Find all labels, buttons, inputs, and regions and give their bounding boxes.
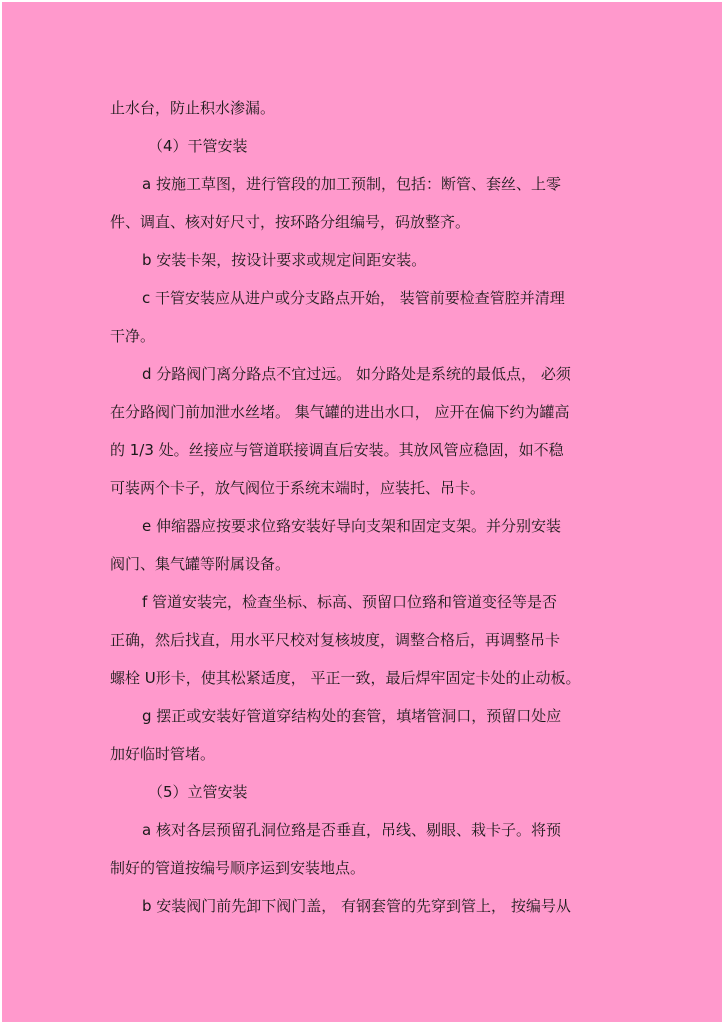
text-line: a 核对各层预留孔洞位臵是否垂直，吊线、剔眼、栽卡子。将预	[142, 821, 561, 839]
text-line: g 摆正或安装好管道穿结构处的套管，填堵管洞口，预留口处应	[142, 707, 562, 725]
text-line: d 分路阀门离分路点不宜过远。 如分路处是系统的最低点， 必须	[142, 365, 571, 383]
text-line: 干净。	[110, 327, 156, 345]
text-line: c 干管安装应从进户或分支路点开始， 装管前要检查管腔并清理	[142, 289, 565, 307]
text-line: 可装两个卡子，放气阀位于系统末端时，应装托、吊卡。	[110, 479, 486, 497]
text-line: a 按施工草图，进行管段的加工预制，包括：断管、套丝、上零	[142, 175, 561, 193]
text-line: 件、调直、核对好尺寸，按环路分组编号，码放整齐。	[110, 213, 471, 231]
text-line: 制好的管道按编号顺序运到安装地点。	[110, 859, 366, 877]
document-page	[2, 2, 722, 1022]
text-line: 阀门、集气罐等附属设备。	[110, 555, 291, 573]
text-line: f 管道安装完，检查坐标、标高、预留口位臵和管道变径等是否	[142, 593, 558, 611]
text-line: b 安装阀门前先卸下阀门盖， 有钢套管的先穿到管上， 按编号从	[142, 897, 571, 915]
text-line: 止水台，防止积水渗漏。	[110, 99, 276, 117]
text-line: 正确，然后找直，用水平尺校对复核坡度，调整合格后，再调整吊卡	[110, 631, 561, 649]
section-heading: （5）立管安装	[148, 783, 248, 801]
text-line: 加好临时管堵。	[110, 745, 216, 763]
text-line: 在分路阀门前加泄水丝堵。 集气罐的进出水口， 应开在偏下约为罐高	[110, 403, 570, 421]
text-line: 螺栓 U形卡，使其松紧适度， 平正一致，最后焊牢固定卡处的止动板。	[110, 669, 581, 687]
section-heading: （4）干管安装	[148, 137, 248, 155]
text-line: e 伸缩器应按要求位臵安装好导向支架和固定支架。并分别安装	[142, 517, 561, 535]
text-line: b 安装卡架，按设计要求或规定间距安装。	[142, 251, 427, 269]
text-line: 的 1/3 处。丝接应与管道联接调直后安装。其放风管应稳固，如不稳	[110, 441, 564, 459]
